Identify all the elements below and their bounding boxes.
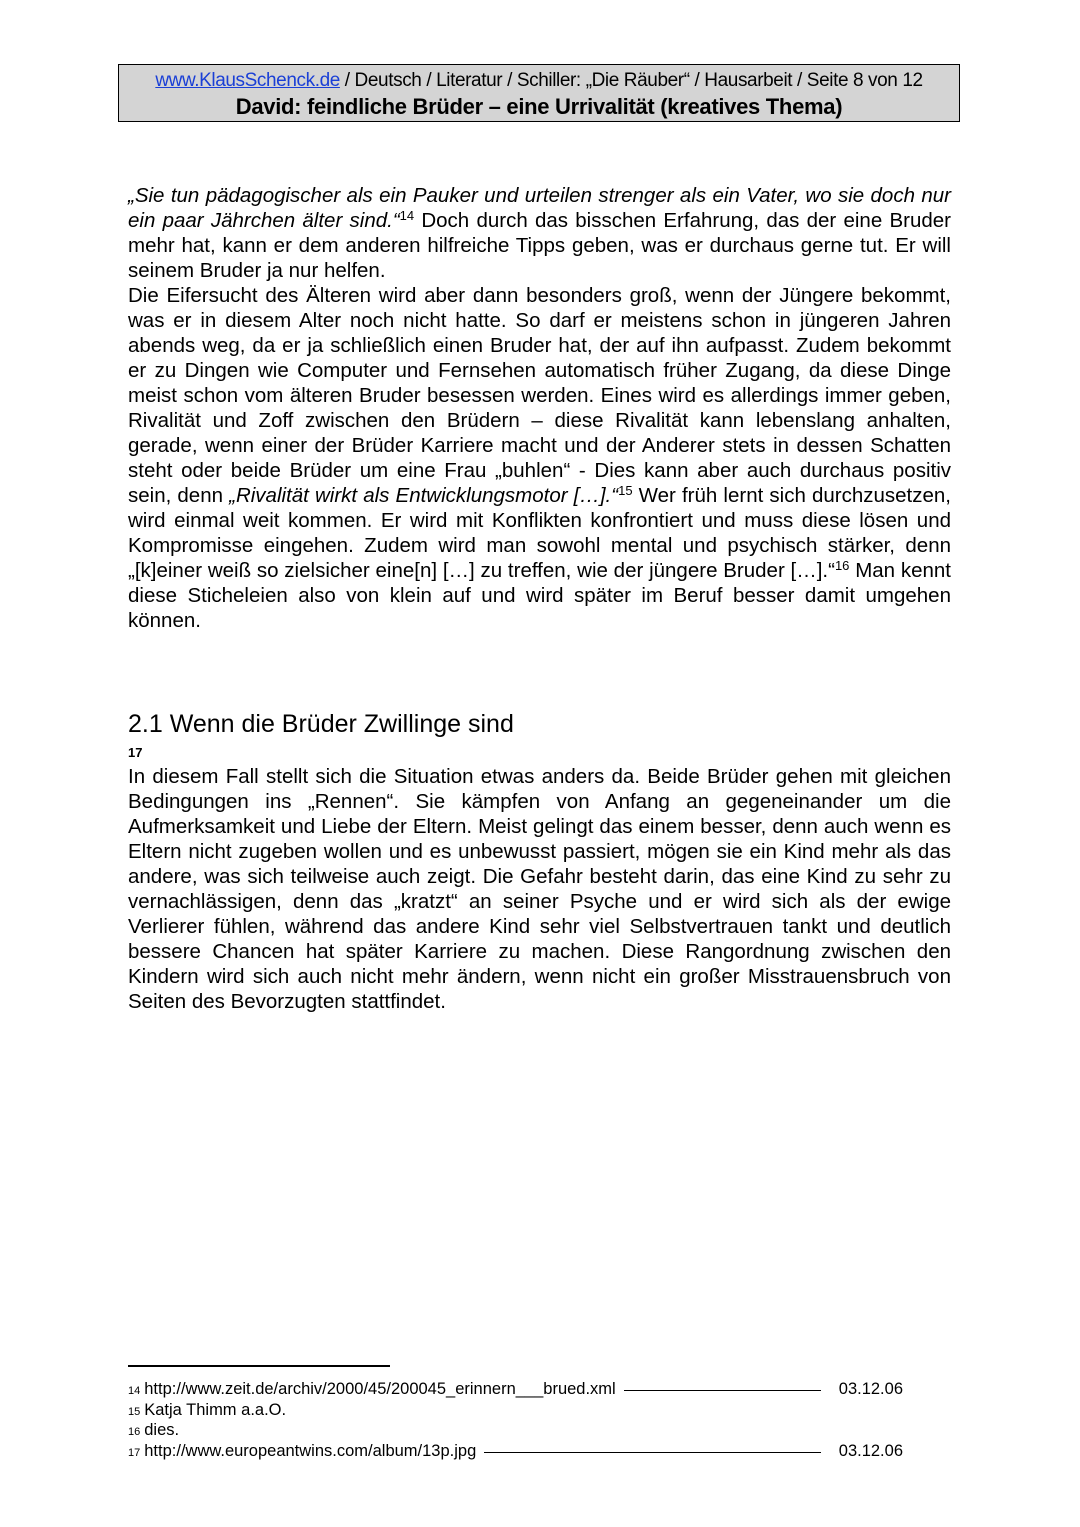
footnote-text: dies.	[144, 1421, 180, 1439]
footnote-item: 16 dies.	[128, 1421, 180, 1439]
header-breadcrumb	[119, 70, 959, 92]
footnote-ref-15[interactable]: 15	[618, 483, 633, 498]
breadcrumb-path: / Deutsch / Literatur / Schiller: „Die Räuber“ / Hausarbeit / Seite 8 von 12	[339, 70, 923, 91]
quote-14: „Sie tun pädagogischer als ein Pauker und urteilen strenger als ein Vater, wo sie doch nur ein paar Jährchen älter sind.“	[128, 184, 951, 232]
footnote-item: 17 http://www.europeantwins.com/album/13p.jpg 03.12.06	[128, 1441, 903, 1460]
text-segment: Wer früh lernt sich durchzusetzen, wird einmal weit kommen. Er wird mit Konflikten konfrontiert und muss diese lösen und Kompromisse eingehen. Zudem wird man sowohl mental und psychisch stärker, denn „[k]einer weiß so zielsicher eine[n] […] zu treffen, wie der jüngere Bruder […].“	[128, 484, 951, 582]
text-segment: Man kennt diese Sticheleien also von klein auf und wird später im Beruf besser damit umgehen können.	[128, 559, 951, 632]
body-paragraph-1	[128, 183, 951, 633]
body-paragraph-2	[128, 764, 951, 1014]
text-segment: Doch durch das bisschen Erfahrung, das der eine Bruder mehr hat, kann er dem anderen hilfreiche Tipps geben, was er durchaus gerne tut. Er will seinem Bruder ja nur helfen.	[128, 209, 951, 282]
footnote-date: 03.12.06	[838, 1441, 903, 1460]
section-heading: 2.1 Wenn die Brüder Zwillinge sind	[128, 710, 514, 738]
footnote-date: 03.12.06	[838, 1380, 903, 1398]
footnote-text: Katja Thimm a.a.O.	[144, 1400, 287, 1419]
footnote-ref-16[interactable]: 16	[834, 558, 850, 573]
text-segment: Die Eifersucht des Älteren wird aber dann besonders groß, wenn der Jüngere bekommt, was er in diesem Alter noch nicht hatte. So darf er meistens schon in jüngeren Jahren abends weg, da er ja schließlich einen Bruder hat, der auf ihn aufpasst. Zudem bekommt er zu Dingen wie Computer und Fernsehen automatisch früher Zugang, da diese Dinge meist schon vom älteren Bruder besessen werden. Eines wird es allerdings immer geben, Rivalität und Zoff zwischen den Brüdern – diese Rivalität kann lebenslang anhalten, gerade, wenn einer der Brüder Karriere macht und der Anderer stets in dessen Schatten steht oder beide Brüder um eine Frau „buhlen“ - Dies kann aber auch durchaus positiv sein, denn	[128, 284, 951, 507]
site-link[interactable]: www.KlausSchenck.de	[155, 70, 340, 91]
footnote-leader-line	[484, 1452, 821, 1453]
footnote-text[interactable]: http://www.zeit.de/archiv/2000/45/200045_erinnern___brued.xml	[144, 1380, 616, 1398]
footnote-divider	[128, 1365, 390, 1367]
document-title: David: feindliche Brüder – eine Urrivalität (kreatives Thema)	[235, 94, 843, 119]
footnote-item: 15 Katja Thimm a.a.O.	[128, 1400, 287, 1419]
page-header	[118, 64, 960, 122]
footnote-ref-14[interactable]: 14	[399, 208, 415, 223]
footnote-item: 14 http://www.zeit.de/archiv/2000/45/200045_erinnern___brued.xml 03.12.06	[128, 1380, 903, 1398]
footnote-ref-17[interactable]: 17	[128, 745, 143, 760]
section-text: In diesem Fall stellt sich die Situation etwas anders da. Beide Brüder gehen mit gleichen Bedingungen ins „Rennen“. Sie kämpfen von Anfang an gegeneinander um die Aufmerksamkeit und Liebe der Eltern. Meist gelingt das einem besser, denn auch wenn es Eltern nicht zugeben wollen und es unbewusst passiert, mögen sie ein Kind mehr als das andere, was sich teilweise auch zeigt. Die Gefahr besteht darin, das eine Kind zu sehr zu vernachlässigen, denn das „kratzt“ an seiner Psyche und er wird sich als der ewige Verlierer fühlen, während das andere Kind sehr viel Selbstvertrauen tankt und deutlich bessere Chancen hat später Karriere zu machen. Diese Rangordnung zwischen den Kindern wird sich auch nicht mehr ändern, wenn nicht ein großer Misstrauensbruch von Seiten des Bevorzugten stattfindet.	[128, 765, 951, 1013]
footnotes	[128, 1379, 903, 1461]
quote-15: „Rivalität wirkt als Entwicklungsmotor […].“	[229, 484, 619, 507]
footnote-text[interactable]: http://www.europeantwins.com/album/13p.jpg	[144, 1441, 477, 1460]
footnote-leader-line	[624, 1390, 821, 1391]
